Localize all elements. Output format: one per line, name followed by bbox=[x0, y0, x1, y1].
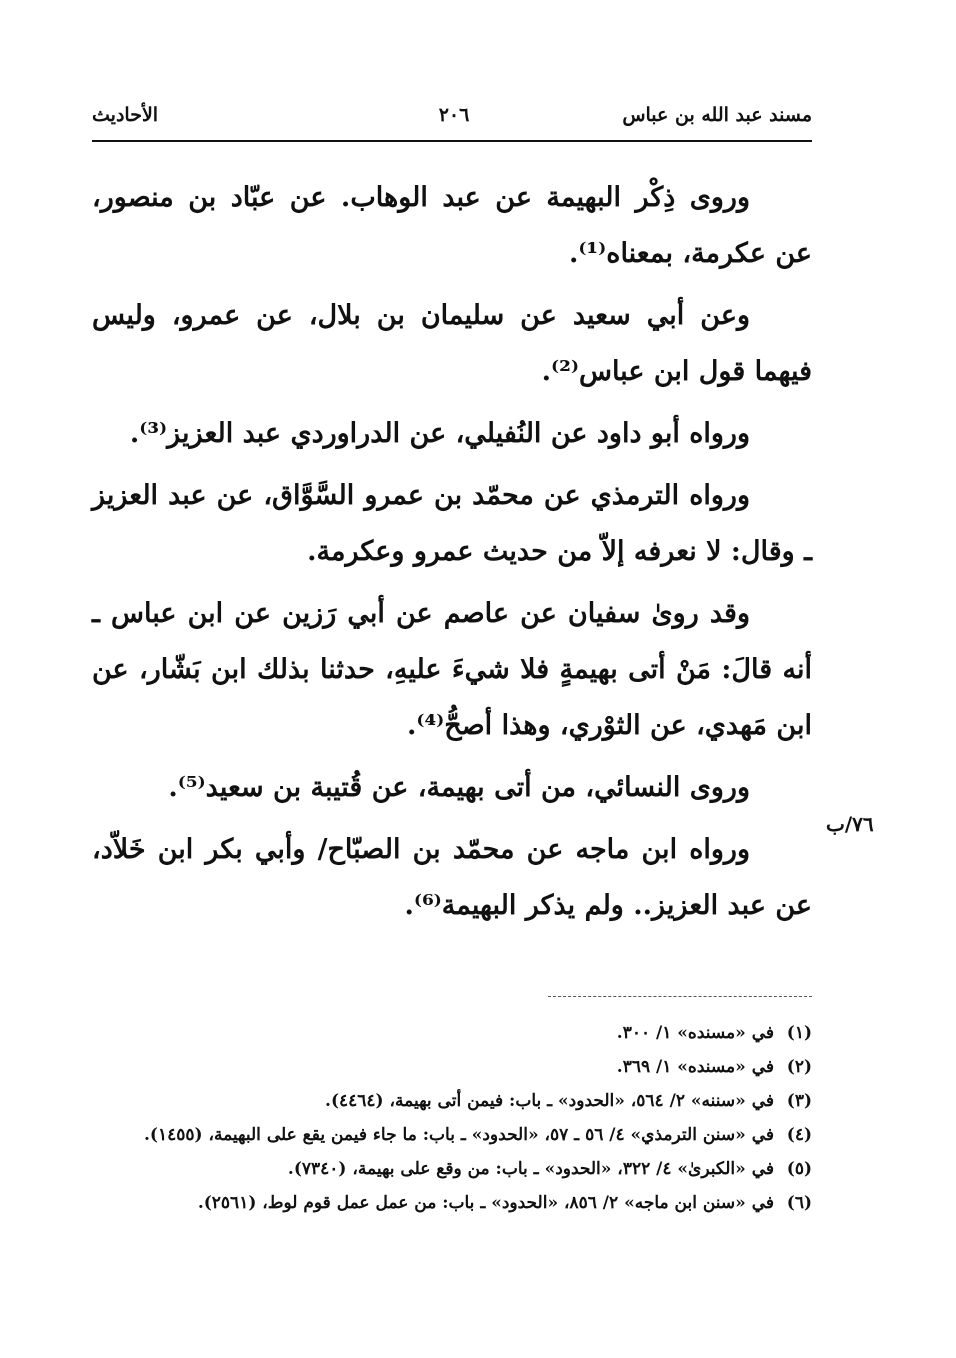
paragraph: ورواه أبو داود عن النُفيلي، عن الدراوردي عبد العزيز⁽³⁾. bbox=[129, 418, 750, 449]
footnote-text: في «مسنده» ١/ ٣٠٠. bbox=[616, 1023, 774, 1043]
footnote-number: (٣) bbox=[786, 1091, 812, 1111]
footnote bbox=[92, 1086, 812, 1116]
footnote-text: في «مسنده» ١/ ٣٦٩. bbox=[616, 1057, 774, 1077]
footnote bbox=[92, 1018, 812, 1048]
header-section-title: الأحاديث bbox=[92, 104, 159, 126]
footnote bbox=[92, 1154, 812, 1184]
header-rule bbox=[92, 140, 812, 142]
main-text bbox=[92, 170, 812, 940]
paragraph: وروى ذِكْر البهيمة عن عبد الوهاب. عن عبّاد بن منصور، عن عكرمة، بمعناه⁽¹⁾. bbox=[92, 182, 812, 269]
footnote-text: في «سنن ابن ماجه» ٢/ ٨٥٦، «الحدود» ـ باب: من عمل عمل قوم لوط، (٢٥٦١). bbox=[197, 1193, 774, 1213]
footnote-text: في «سنن الترمذي» ٤/ ٥٦ ـ ٥٧، «الحدود» ـ باب: ما جاء فيمن يقع على البهيمة، (١٤٥٥). bbox=[144, 1125, 774, 1145]
footnote-text: في «الكبرىٰ» ٤/ ٣٢٢، «الحدود» ـ باب: من وقع على بهيمة، (٧٣٤٠). bbox=[287, 1159, 774, 1179]
footnote-number: (٥) bbox=[786, 1159, 812, 1179]
manuscript-folio-note: ٧٦/ب bbox=[826, 812, 874, 836]
paragraph: وعن أبي سعيد عن سليمان بن بلال، عن عمرو، وليس فيهما قول ابن عباس⁽²⁾. bbox=[92, 300, 812, 387]
paragraph: ورواه الترمذي عن محمّد بن عمرو السَّوَّاق، عن عبد العزيز ـ وقال: لا نعرفه إلاّ من حديث عمرو وعكرمة. bbox=[92, 480, 812, 567]
footnote bbox=[92, 1188, 812, 1218]
footnote bbox=[92, 1120, 812, 1150]
paragraph: وقد روىٰ سفيان عن عاصم عن أبي رَزين عن ابن عباس ـ أنه قالَ: مَنْ أتى بهيمةٍ فلا شيءَ عليهِ، حدثنا بذلك ابن بَشّار، عن ابن مَهدي، عن الثوْري، وهذا أصحُّ⁽⁴⁾. bbox=[92, 598, 812, 741]
footnote-separator bbox=[548, 996, 812, 997]
footnote bbox=[92, 1052, 812, 1082]
footnotes bbox=[92, 1018, 812, 1222]
footnote-text: في «سننه» ٢/ ٥٦٤، «الحدود» ـ باب: فيمن أتى بهيمة، (٤٤٦٤). bbox=[325, 1091, 774, 1111]
paragraph: ورواه ابن ماجه عن محمّد بن الصبّاح/ وأبي بكر ابن خَلاّد، عن عبد العزيز.. ولم يذكر البهيمة⁽⁶⁾. bbox=[92, 834, 812, 921]
header-book-title: مسند عبد الله بن عباس bbox=[622, 104, 812, 126]
page-number: ٢٠٦ bbox=[438, 104, 470, 126]
footnote-number: (١) bbox=[786, 1023, 812, 1043]
footnote-number: (٤) bbox=[786, 1125, 812, 1145]
running-header bbox=[92, 98, 812, 138]
footnote-number: (٦) bbox=[786, 1193, 812, 1213]
footnote-number: (٢) bbox=[786, 1057, 812, 1077]
paragraph: وروى النسائي، من أتى بهيمة، عن قُتيبة بن سعيد⁽⁵⁾. bbox=[168, 772, 750, 803]
